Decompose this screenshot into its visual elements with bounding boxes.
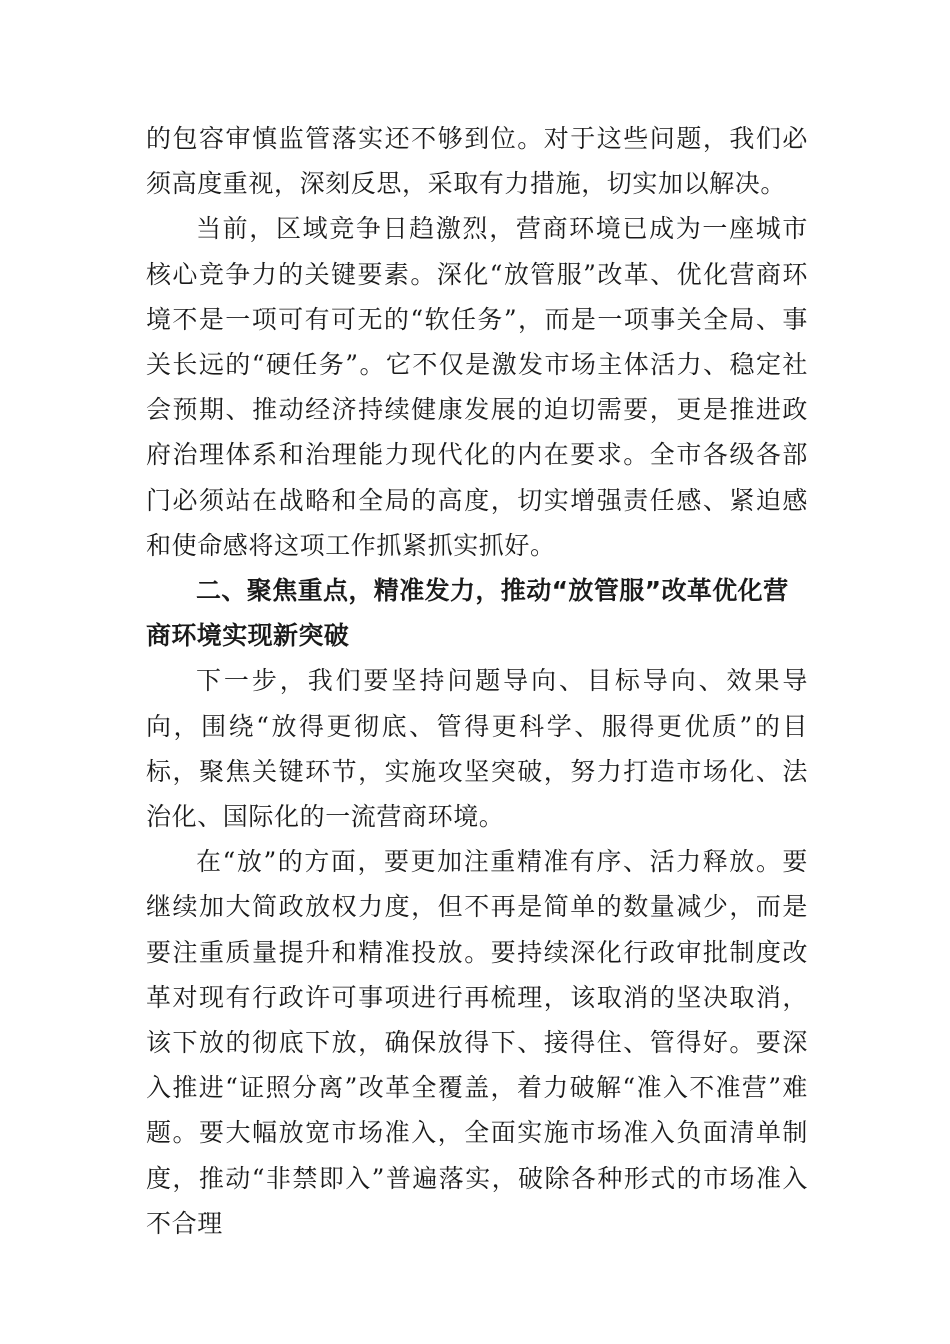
document-body [146,116,808,1246]
body-paragraph-1: 的包容审慎监管落实还不够到位。对于这些问题，我们必须高度重视，深刻反思，采取有力措施，切实加以解决。 [146,124,808,199]
section-heading: 二、聚焦重点，精准发力，推动“放管服”改革优化营商环境实现新突破 [146,576,789,651]
body-paragraph-3: 下一步，我们要坚持问题导向、目标导向、效果导向，围绕“放得更彻底、管得更科学、服得更优质”的目标，聚焦关键环节，实施攻坚突破，努力打造市场化、法治化、国际化的一流营商环境。 [146,666,808,832]
body-paragraph-2: 当前，区域竞争日趋激烈，营商环境已成为一座城市核心竞争力的关键要素。深化“放管服”改革、优化营商环境不是一项可有可无的“软任务”，而是一项事关全局、事关长远的“硬任务”。它不仅是激发市场主体活力、稳定社会预期、推动经济持续健康发展的迫切需要，更是推进政府治理体系和治理能力现代化的内在要求。全市各级各部门必须站在战略和全局的高度，切实增强责任感、紧迫感和使命感将这项工作抓紧抓实抓好。 [146,214,808,560]
body-paragraph-4: 在“放”的方面，要更加注重精准有序、活力释放。要继续加大简政放权力度，但不再是简单的数量减少，而是要注重质量提升和精准投放。要持续深化行政审批制度改革对现有行政许可事项进行再梳理，该取消的坚决取消，该下放的彻底下放，确保放得下、接得住、管得好。要深入推进“证照分离”改革全覆盖，着力破解“准入不准营”难题。要大幅放宽市场准入，全面实施市场准入负面清单制度，推动“非禁即入”普遍落实，破除各种形式的市场准入不合理 [146,847,808,1238]
